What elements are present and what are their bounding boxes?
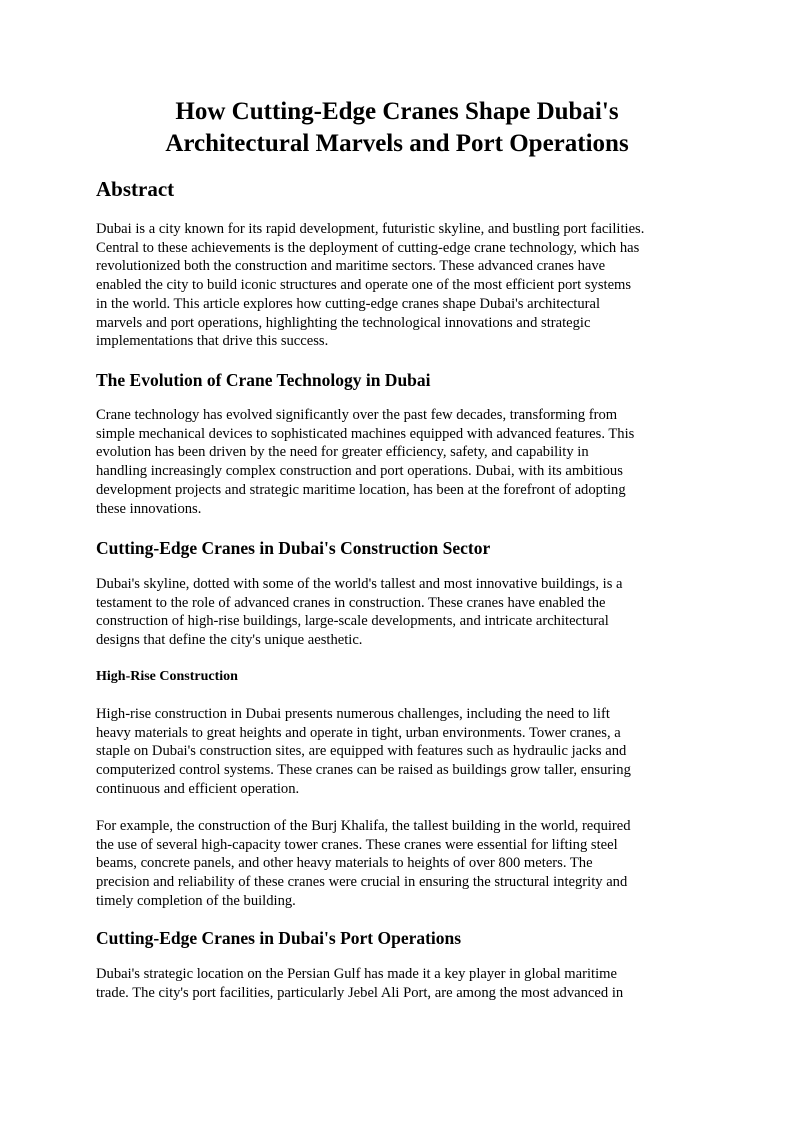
port-paragraph (96, 965, 702, 1002)
text-line: development projects and strategic maritime location, has been at the forefront of adopting (96, 481, 626, 498)
evolution-paragraph (96, 406, 702, 518)
text-line: testament to the role of advanced cranes in construction. These cranes have enabled the (96, 594, 606, 611)
text-line: beams, concrete panels, and other heavy materials to heights of over 800 meters. The (96, 855, 593, 872)
text-line: Dubai's strategic location on the Persian Gulf has made it a key player in global maritime (96, 966, 617, 982)
text-line: Dubai's skyline, dotted with some of the world's tallest and most innovative buildings, is a (96, 576, 623, 592)
text-line: marvels and port operations, highlighting the technological innovations and strategic (96, 314, 591, 331)
text-line: Crane technology has evolved significantly over the past few decades, transforming from (96, 407, 618, 423)
evolution-heading: The Evolution of Crane Technology in Dubai (96, 370, 431, 390)
text-line: evolution has been driven by the need for greater efficiency, safety, and capability in (96, 444, 589, 461)
text-line: continuous and efficient operation. (96, 780, 300, 797)
text-line: implementations that drive this success. (96, 333, 329, 350)
text-line: enabled the city to build iconic structures and operate one of the most efficient port systems (96, 277, 632, 294)
abstract-paragraph (96, 220, 702, 351)
text-line: staple on Dubai's construction sites, are equipped with features such as hydraulic jacks and (96, 743, 627, 760)
text-line: construction of high-rise buildings, large-scale developments, and intricate architectural (96, 613, 609, 630)
high-rise-paragraph-1 (96, 705, 702, 799)
page-title (96, 96, 698, 159)
high-rise-paragraph-2 (96, 817, 702, 911)
text-line: these innovations. (96, 500, 202, 517)
title-line: How Cutting-Edge Cranes Shape Dubai's (175, 98, 619, 125)
high-rise-heading: High-Rise Construction (96, 669, 238, 684)
text-line: High-rise construction in Dubai presents numerous challenges, including the need to lift (96, 706, 610, 722)
text-line: heavy materials to great heights and operate in tight, urban environments. Tower cranes, a (96, 724, 621, 741)
text-line: simple mechanical devices to sophisticated machines equipped with advanced features. This (96, 425, 635, 442)
construction-paragraph (96, 575, 702, 650)
abstract-heading: Abstract (96, 177, 175, 201)
construction-heading: Cutting-Edge Cranes in Dubai's Construction Sector (96, 538, 491, 558)
text-line: Dubai is a city known for its rapid development, futuristic skyline, and bustling port facilities. (96, 221, 645, 237)
text-line: the use of several high-capacity tower cranes. These cranes were essential for lifting steel (96, 836, 618, 853)
text-line: precision and reliability of these cranes were crucial in ensuring the structural integrity and (96, 874, 628, 891)
text-line: in the world. This article explores how cutting-edge cranes shape Dubai's architectural (96, 295, 601, 312)
port-heading: Cutting-Edge Cranes in Dubai's Port Operations (96, 928, 462, 948)
text-line: timely completion of the building. (96, 892, 296, 909)
text-line: designs that define the city's unique aesthetic. (96, 632, 363, 649)
text-line: For example, the construction of the Burj Khalifa, the tallest building in the world, required (96, 818, 631, 834)
text-line: revolutionized both the construction and maritime sectors. These advanced cranes have (96, 258, 606, 275)
text-line: handling increasingly complex construction and port operations. Dubai, with its ambitious (96, 463, 623, 480)
text-line: trade. The city's port facilities, particularly Jebel Ali Port, are among the most advanced in (96, 984, 624, 1001)
text-line: computerized control systems. These cranes can be raised as buildings grow taller, ensuring (96, 762, 631, 779)
text-line: Central to these achievements is the deployment of cutting-edge crane technology, which has (96, 239, 640, 256)
title-line: Architectural Marvels and Port Operations (165, 129, 629, 157)
